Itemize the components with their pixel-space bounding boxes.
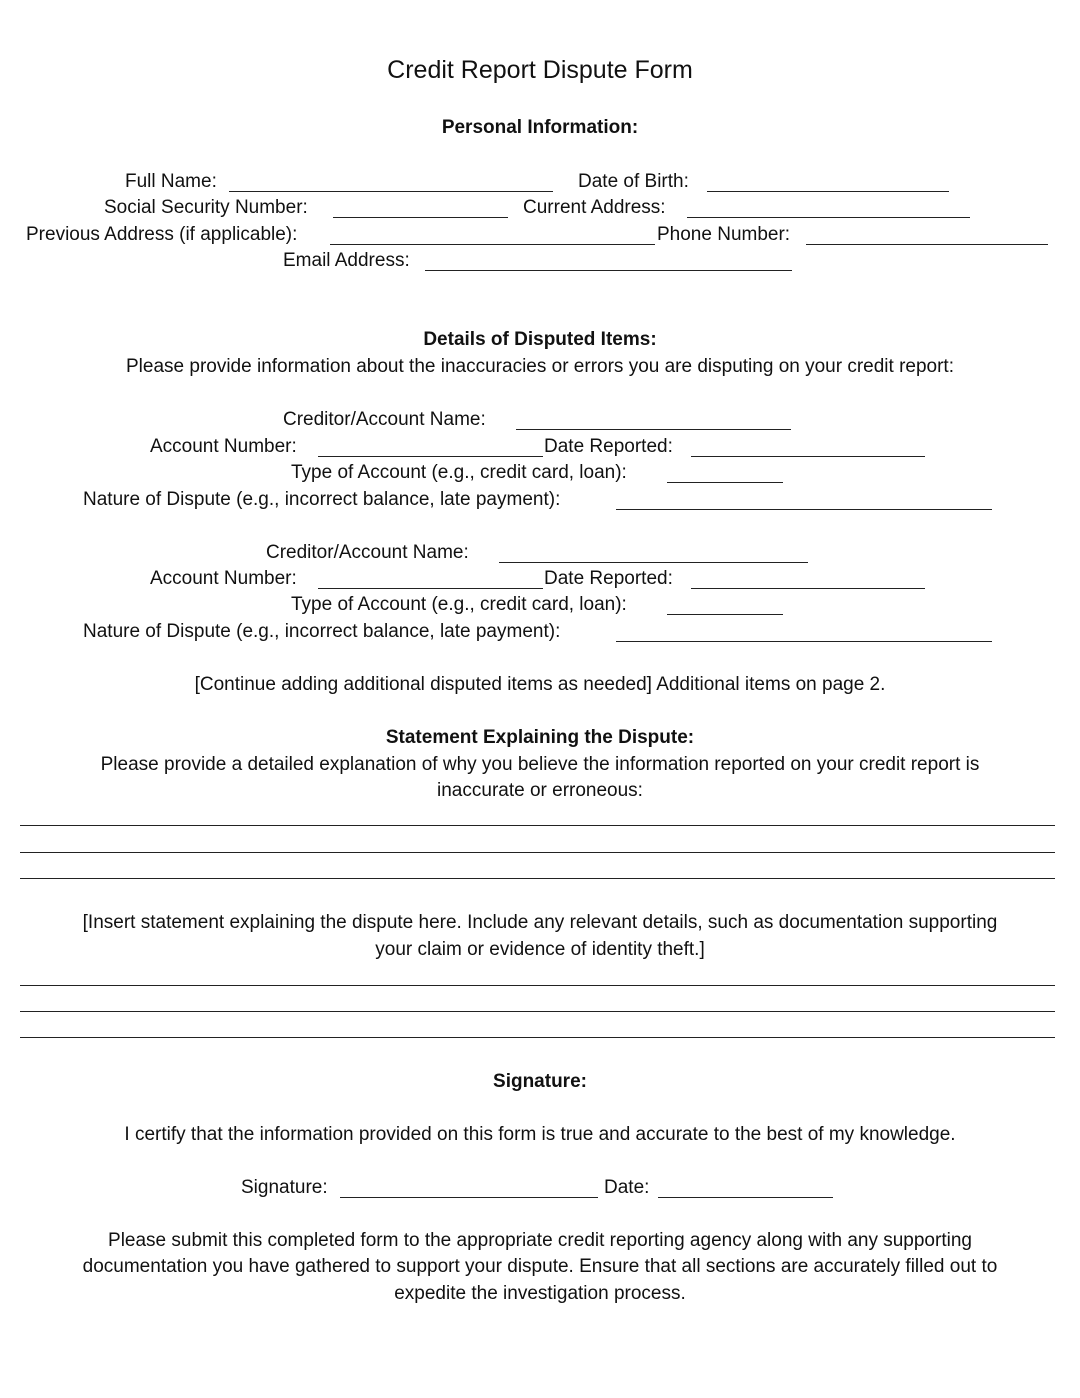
personal-heading: Personal Information: bbox=[441, 117, 639, 138]
full-name-field[interactable] bbox=[229, 170, 553, 192]
details-intro: Please provide information about the inaccuracies or errors you are disputing on your credit report: bbox=[126, 356, 954, 377]
statement-line[interactable] bbox=[20, 852, 1055, 853]
previous-address-label: Previous Address (if applicable): bbox=[26, 224, 298, 245]
phone-label: Phone Number: bbox=[657, 224, 791, 245]
signature-heading: Signature: bbox=[493, 1071, 587, 1092]
statement-line[interactable] bbox=[20, 878, 1055, 879]
statement-insert-1: [Insert statement explaining the dispute here. Include any relevant details, such as documentation supporting bbox=[82, 912, 998, 933]
footer-line-2: documentation you have gathered to support your dispute. Ensure that all sections are accurately filled out to bbox=[82, 1256, 998, 1277]
dispute-nature-field[interactable] bbox=[616, 488, 992, 510]
account-number-label: Account Number: bbox=[150, 436, 297, 457]
certify-statement: I certify that the information provided on this form is true and accurate to the best of my knowledge. bbox=[124, 1124, 956, 1145]
statement-intro-2: inaccurate or erroneous: bbox=[437, 780, 643, 801]
email-label: Email Address: bbox=[283, 250, 410, 271]
creditor-label: Creditor/Account Name: bbox=[266, 542, 469, 563]
statement-line[interactable] bbox=[20, 1037, 1055, 1038]
continue-note: [Continue adding additional disputed items as needed] Additional items on page 2. bbox=[194, 674, 886, 695]
creditor-field[interactable] bbox=[499, 541, 808, 563]
dispute-nature-label: Nature of Dispute (e.g., incorrect balance, late payment): bbox=[83, 621, 561, 642]
dob-label: Date of Birth: bbox=[578, 171, 689, 192]
ssn-label: Social Security Number: bbox=[104, 197, 308, 218]
statement-intro-1: Please provide a detailed explanation of why you believe the information reported on your credit report is bbox=[100, 754, 980, 775]
account-type-field[interactable] bbox=[667, 461, 783, 483]
statement-line[interactable] bbox=[20, 1011, 1055, 1012]
creditor-field[interactable] bbox=[516, 408, 791, 430]
account-number-field[interactable] bbox=[318, 567, 543, 589]
date-reported-label: Date Reported: bbox=[544, 568, 673, 589]
footer-line-1: Please submit this completed form to the appropriate credit reporting agency along with any supporting bbox=[108, 1230, 972, 1251]
dispute-nature-field[interactable] bbox=[616, 620, 992, 642]
account-number-label: Account Number: bbox=[150, 568, 297, 589]
full-name-label: Full Name: bbox=[125, 171, 217, 192]
ssn-field[interactable] bbox=[333, 196, 508, 218]
date-field[interactable] bbox=[658, 1176, 833, 1198]
signature-label: Signature: bbox=[241, 1177, 328, 1198]
account-type-label: Type of Account (e.g., credit card, loan): bbox=[291, 594, 627, 615]
dispute-nature-label: Nature of Dispute (e.g., incorrect balance, late payment): bbox=[83, 489, 561, 510]
previous-address-field[interactable] bbox=[330, 223, 655, 245]
statement-heading: Statement Explaining the Dispute: bbox=[385, 727, 695, 748]
current-address-field[interactable] bbox=[687, 196, 970, 218]
footer-line-3: expedite the investigation process. bbox=[394, 1283, 686, 1304]
account-type-label: Type of Account (e.g., credit card, loan): bbox=[291, 462, 627, 483]
statement-line[interactable] bbox=[20, 985, 1055, 986]
statement-insert-2: your claim or evidence of identity theft.] bbox=[375, 939, 705, 960]
phone-field[interactable] bbox=[806, 223, 1048, 245]
date-reported-field[interactable] bbox=[691, 435, 925, 457]
email-field[interactable] bbox=[425, 249, 792, 271]
page-title: Credit Report Dispute Form bbox=[387, 56, 693, 84]
account-type-field[interactable] bbox=[667, 593, 783, 615]
signature-field[interactable] bbox=[340, 1176, 598, 1198]
date-reported-field[interactable] bbox=[691, 567, 925, 589]
details-heading: Details of Disputed Items: bbox=[423, 329, 657, 350]
creditor-label: Creditor/Account Name: bbox=[283, 409, 486, 430]
current-address-label: Current Address: bbox=[523, 197, 666, 218]
dob-field[interactable] bbox=[707, 170, 949, 192]
date-label: Date: bbox=[604, 1177, 650, 1198]
account-number-field[interactable] bbox=[318, 435, 543, 457]
statement-line[interactable] bbox=[20, 825, 1055, 826]
date-reported-label: Date Reported: bbox=[544, 436, 673, 457]
